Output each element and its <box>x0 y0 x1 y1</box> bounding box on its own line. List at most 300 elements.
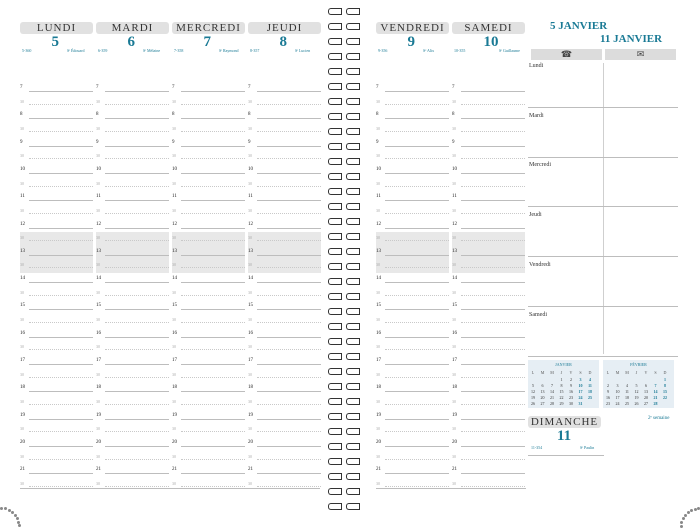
mini-calendar-day: 11 <box>588 383 592 388</box>
spiral-ring <box>346 21 360 30</box>
half-hour-label: 30 <box>20 153 24 159</box>
spiral-ring <box>346 96 360 105</box>
mini-calendar-day: 15 <box>663 389 667 394</box>
hour-line <box>461 200 525 201</box>
mini-calendar-day: 17 <box>578 389 583 394</box>
hour-line <box>385 255 449 256</box>
summary-day-label: Mardi <box>529 113 544 119</box>
half-hour-label: 30 <box>20 125 24 131</box>
half-hour-line <box>385 267 449 268</box>
half-hour-line <box>29 158 93 159</box>
half-hour-line <box>105 404 169 405</box>
mini-calendar-day: 30 <box>569 401 573 406</box>
week-title-start: 5 JANVIER <box>550 20 608 32</box>
half-hour-label: 30 <box>452 453 456 459</box>
half-hour-label: 30 <box>376 426 380 432</box>
hour-line <box>257 446 321 447</box>
hour-label: 20 <box>20 439 25 445</box>
mini-calendar-weekday: D <box>663 370 667 375</box>
half-hour-label: 30 <box>248 235 252 241</box>
hour-label: 13 <box>248 248 253 254</box>
half-hour-line <box>461 377 525 378</box>
half-hour-label: 30 <box>20 480 24 486</box>
spiral-ring <box>328 246 342 255</box>
mini-calendar-day: 4 <box>589 377 591 382</box>
half-hour-label: 30 <box>172 453 176 459</box>
hour-label: 16 <box>172 330 177 336</box>
spiral-ring <box>346 291 360 300</box>
hour-line <box>29 228 93 229</box>
half-hour-line <box>257 186 321 187</box>
hour-line <box>181 91 245 92</box>
page-bottom-line <box>20 488 320 489</box>
mini-calendar-day: 21 <box>550 395 554 400</box>
hour-line <box>105 173 169 174</box>
hour-label: 7 <box>452 85 455 90</box>
hour-line <box>29 282 93 283</box>
half-hour-line <box>385 404 449 405</box>
half-hour-line <box>257 104 321 105</box>
hour-line <box>181 364 245 365</box>
spiral-ring <box>328 426 342 435</box>
saint-name: Sᵉ Alix <box>423 48 435 53</box>
mini-calendar-day: 3 <box>579 377 582 382</box>
mini-calendar-day: 9 <box>607 389 609 394</box>
half-hour-line <box>29 267 93 268</box>
half-hour-line <box>181 459 245 460</box>
hour-label: 10 <box>452 166 457 172</box>
hour-line <box>181 391 245 392</box>
half-hour-label: 30 <box>376 180 380 186</box>
mini-calendar-day: 15 <box>559 389 564 394</box>
hour-label: 14 <box>172 276 177 282</box>
mini-calendar-weekday: M <box>540 370 545 375</box>
day-header: VENDREDI <box>376 22 449 34</box>
mini-calendar-day: 29 <box>559 401 564 406</box>
hour-line <box>385 391 449 392</box>
half-hour-line <box>29 240 93 241</box>
spiral-ring <box>346 36 360 45</box>
half-hour-line <box>181 322 245 323</box>
hour-line <box>257 473 321 474</box>
hour-line <box>105 364 169 365</box>
mini-calendar-day: 9 <box>570 383 572 388</box>
half-hour-line <box>29 377 93 378</box>
hour-line <box>181 146 245 147</box>
mini-calendar-weekday: M <box>625 370 629 375</box>
half-hour-line <box>181 104 245 105</box>
hour-label: 12 <box>20 221 25 227</box>
half-hour-label: 30 <box>20 453 24 459</box>
half-hour-line <box>257 267 321 268</box>
decorative-dot <box>17 521 20 524</box>
hour-line <box>181 282 245 283</box>
mini-calendar-day: 6 <box>645 383 647 388</box>
hour-label: 14 <box>96 276 101 282</box>
hour-line <box>29 364 93 365</box>
hour-line <box>105 309 169 310</box>
spiral-ring <box>346 216 360 225</box>
spiral-ring <box>346 366 360 375</box>
hour-line <box>105 228 169 229</box>
hour-label: 14 <box>452 276 457 282</box>
half-hour-line <box>105 322 169 323</box>
half-hour-line <box>461 267 525 268</box>
mini-calendar-day: 20 <box>644 395 648 400</box>
hour-label: 7 <box>248 85 251 90</box>
hour-label: 19 <box>452 412 457 418</box>
half-hour-line <box>461 213 525 214</box>
spiral-ring <box>346 486 360 495</box>
hour-line <box>461 309 525 310</box>
hour-line <box>385 282 449 283</box>
spiral-binding <box>322 0 364 525</box>
half-hour-label: 30 <box>452 317 456 323</box>
hour-label: 20 <box>96 439 101 445</box>
mini-calendar-day: 22 <box>663 395 667 400</box>
mini-calendar-day: 31 <box>578 401 583 406</box>
half-hour-label: 30 <box>96 289 100 295</box>
half-hour-line <box>257 431 321 432</box>
half-hour-label: 30 <box>20 207 24 213</box>
hour-line <box>29 419 93 420</box>
hour-line <box>461 337 525 338</box>
mini-calendar-weekday: L <box>531 370 535 375</box>
half-hour-line <box>181 295 245 296</box>
mini-calendar-day: 7 <box>551 383 553 388</box>
hour-line <box>461 391 525 392</box>
mini-calendar-month: FÉVRIER <box>630 362 647 367</box>
half-hour-label: 30 <box>248 125 252 131</box>
half-hour-line <box>257 131 321 132</box>
half-hour-line <box>461 459 525 460</box>
half-hour-line <box>29 486 93 487</box>
mini-calendar-day: 18 <box>625 395 629 400</box>
half-hour-line <box>257 377 321 378</box>
half-hour-line <box>257 240 321 241</box>
hour-label: 9 <box>452 139 455 145</box>
half-hour-label: 30 <box>172 262 176 268</box>
half-hour-line <box>257 404 321 405</box>
mini-calendar-day: 5 <box>532 383 534 388</box>
hour-line <box>29 255 93 256</box>
mini-calendar-day: 25 <box>588 395 592 400</box>
half-hour-line <box>461 349 525 350</box>
half-hour-label: 30 <box>172 235 176 241</box>
half-hour-line <box>181 349 245 350</box>
half-hour-line <box>385 486 449 487</box>
hour-line <box>385 473 449 474</box>
hour-line <box>181 309 245 310</box>
decorative-dot <box>694 508 697 511</box>
hour-line <box>461 473 525 474</box>
half-hour-line <box>181 131 245 132</box>
half-hour-label: 30 <box>248 371 252 377</box>
hour-line <box>257 391 321 392</box>
hour-line <box>385 446 449 447</box>
hour-line <box>105 118 169 119</box>
half-hour-line <box>385 431 449 432</box>
week-title-end: 11 JANVIER <box>600 33 663 45</box>
hour-label: 17 <box>248 358 253 363</box>
hour-line <box>461 446 525 447</box>
hour-label: 8 <box>452 112 455 118</box>
hour-line <box>385 337 449 338</box>
hour-label: 17 <box>96 358 101 363</box>
hour-label: 13 <box>172 248 177 254</box>
spiral-ring <box>328 261 342 270</box>
half-hour-line <box>105 213 169 214</box>
half-hour-line <box>385 459 449 460</box>
half-hour-label: 30 <box>248 153 252 159</box>
hour-line <box>29 91 93 92</box>
half-hour-line <box>461 486 525 487</box>
hour-line <box>257 282 321 283</box>
half-hour-label: 30 <box>20 98 24 104</box>
half-hour-line <box>29 431 93 432</box>
spiral-ring <box>328 186 342 195</box>
hour-label: 21 <box>96 467 101 473</box>
hour-label: 19 <box>20 412 25 418</box>
summary-line <box>528 157 678 158</box>
hour-line <box>257 337 321 338</box>
half-hour-label: 30 <box>376 125 380 131</box>
spiral-ring <box>346 456 360 465</box>
hour-line <box>385 146 449 147</box>
half-hour-label: 30 <box>96 426 100 432</box>
spiral-ring <box>328 201 342 210</box>
spiral-ring <box>346 321 360 330</box>
half-hour-line <box>105 349 169 350</box>
half-hour-line <box>385 377 449 378</box>
saint-name: Sᵗ Raymond <box>219 48 239 53</box>
summary-day-label: Samedi <box>529 312 547 318</box>
summary-day-label: Vendredi <box>529 262 551 268</box>
hour-label: 19 <box>248 412 253 418</box>
hour-line <box>29 200 93 201</box>
half-hour-label: 30 <box>20 344 24 350</box>
half-hour-line <box>257 158 321 159</box>
mini-calendar-day: 25 <box>625 401 629 406</box>
hour-line <box>181 337 245 338</box>
hour-line <box>29 173 93 174</box>
spiral-ring <box>328 411 342 420</box>
hour-line <box>181 228 245 229</box>
mini-calendar-weekday: J <box>635 370 638 375</box>
spiral-ring <box>346 261 360 270</box>
hour-line <box>385 309 449 310</box>
hour-label: 21 <box>20 467 25 473</box>
half-hour-label: 30 <box>452 98 456 104</box>
mini-calendar-day: 19 <box>531 395 535 400</box>
hour-label: 16 <box>20 330 25 336</box>
mini-calendar-day: 17 <box>615 395 620 400</box>
hour-label: 12 <box>172 221 177 227</box>
summary-day-label: Lundi <box>529 63 544 69</box>
hour-label: 21 <box>452 467 457 473</box>
hour-label: 19 <box>376 412 381 418</box>
spiral-ring <box>346 201 360 210</box>
spiral-ring <box>328 216 342 225</box>
spiral-ring <box>346 351 360 360</box>
half-hour-line <box>105 377 169 378</box>
hour-line <box>257 228 321 229</box>
mini-calendar-day: 7 <box>654 383 657 388</box>
mini-calendar-day: 14 <box>550 389 554 394</box>
half-hour-label: 30 <box>376 480 380 486</box>
day-of-year: 7-358 <box>174 48 184 53</box>
half-hour-label: 30 <box>248 98 252 104</box>
hour-label: 21 <box>248 467 253 473</box>
hour-label: 10 <box>20 166 25 172</box>
half-hour-line <box>105 158 169 159</box>
mini-calendar-day: 6 <box>541 383 544 388</box>
half-hour-label: 30 <box>172 344 176 350</box>
hour-line <box>105 446 169 447</box>
spiral-ring <box>346 186 360 195</box>
hour-line <box>257 419 321 420</box>
half-hour-label: 30 <box>96 262 100 268</box>
half-hour-label: 30 <box>96 180 100 186</box>
half-hour-line <box>181 404 245 405</box>
spiral-ring <box>346 306 360 315</box>
mini-calendar-day: 10 <box>615 389 620 394</box>
half-hour-line <box>257 213 321 214</box>
half-hour-line <box>385 158 449 159</box>
half-hour-label: 30 <box>96 153 100 159</box>
half-hour-label: 30 <box>96 453 100 459</box>
half-hour-label: 30 <box>376 98 380 104</box>
half-hour-line <box>461 295 525 296</box>
mini-calendar-day: 28 <box>653 401 658 406</box>
half-hour-line <box>29 322 93 323</box>
hour-line <box>181 173 245 174</box>
summary-day-label: Mercredi <box>529 162 551 168</box>
summary-line <box>528 206 678 207</box>
sunday-day-of-year: 11-354 <box>531 445 543 450</box>
day-number: 7 <box>203 34 211 50</box>
spiral-ring <box>328 231 342 240</box>
page-bottom-line <box>376 488 526 489</box>
hour-label: 11 <box>20 194 25 200</box>
half-hour-line <box>29 459 93 460</box>
hour-line <box>385 364 449 365</box>
hour-line <box>29 309 93 310</box>
hour-label: 19 <box>172 412 177 418</box>
half-hour-line <box>461 131 525 132</box>
hour-line <box>105 282 169 283</box>
decorative-dot <box>690 509 693 512</box>
decorative-dot <box>0 507 3 510</box>
mini-calendar-day: 22 <box>559 395 564 400</box>
day-header: MERCREDI <box>172 22 245 34</box>
hour-line <box>461 173 525 174</box>
spiral-ring <box>346 411 360 420</box>
mini-calendar-weekday: D <box>588 370 592 375</box>
hour-line <box>105 91 169 92</box>
half-hour-label: 30 <box>20 289 24 295</box>
half-hour-line <box>105 267 169 268</box>
hour-line <box>385 173 449 174</box>
day-header: LUNDI <box>20 22 93 34</box>
hour-label: 10 <box>96 166 101 172</box>
spiral-ring <box>346 111 360 120</box>
hour-label: 9 <box>376 139 379 145</box>
hour-label: 14 <box>376 276 381 282</box>
half-hour-line <box>461 404 525 405</box>
hour-label: 7 <box>376 85 379 90</box>
half-hour-label: 30 <box>452 180 456 186</box>
half-hour-label: 30 <box>452 235 456 241</box>
hour-line <box>257 91 321 92</box>
spiral-ring <box>328 126 342 135</box>
half-hour-line <box>181 486 245 487</box>
hour-line <box>461 282 525 283</box>
mini-calendar-day: 13 <box>644 389 648 394</box>
spiral-ring <box>346 126 360 135</box>
half-hour-label: 30 <box>20 371 24 377</box>
half-hour-label: 30 <box>172 207 176 213</box>
half-hour-label: 30 <box>376 153 380 159</box>
mini-calendar-day: 12 <box>634 389 639 394</box>
hour-line <box>181 473 245 474</box>
spiral-ring <box>346 171 360 180</box>
half-hour-label: 30 <box>172 426 176 432</box>
spiral-ring <box>328 291 342 300</box>
spiral-ring <box>346 156 360 165</box>
mini-calendar-day: 26 <box>634 401 639 406</box>
half-hour-label: 30 <box>248 398 252 404</box>
hour-line <box>105 391 169 392</box>
hour-line <box>105 200 169 201</box>
mini-calendar-day: 27 <box>540 401 545 406</box>
half-hour-label: 30 <box>248 344 252 350</box>
spiral-ring <box>328 66 342 75</box>
mini-calendar-weekday: M <box>550 370 554 375</box>
hour-label: 7 <box>172 85 175 90</box>
hour-label: 15 <box>452 303 457 309</box>
spiral-ring <box>346 396 360 405</box>
mini-calendar-day: 8 <box>560 383 563 388</box>
mini-calendar-february <box>603 360 674 408</box>
mini-calendar-weekday: J <box>560 370 563 375</box>
half-hour-line <box>385 349 449 350</box>
hour-line <box>385 419 449 420</box>
hour-label: 16 <box>96 330 101 336</box>
half-hour-line <box>181 267 245 268</box>
half-hour-line <box>385 213 449 214</box>
spiral-ring <box>328 171 342 180</box>
mini-calendar-day: 20 <box>540 395 545 400</box>
half-hour-line <box>181 158 245 159</box>
day-number: 9 <box>407 34 415 50</box>
hour-line <box>461 419 525 420</box>
spiral-ring <box>346 426 360 435</box>
mini-calendar-day: 28 <box>550 401 554 406</box>
half-hour-line <box>29 186 93 187</box>
mini-calendar-weekday: S <box>654 370 657 375</box>
half-hour-label: 30 <box>452 125 456 131</box>
hour-label: 12 <box>248 221 253 227</box>
hour-label: 10 <box>376 166 381 172</box>
half-hour-label: 30 <box>96 98 100 104</box>
half-hour-label: 30 <box>452 207 456 213</box>
day-of-year: 10-355 <box>454 48 466 53</box>
half-hour-label: 30 <box>452 426 456 432</box>
day-number: 10 <box>483 34 499 50</box>
half-hour-line <box>385 322 449 323</box>
hour-line <box>105 419 169 420</box>
